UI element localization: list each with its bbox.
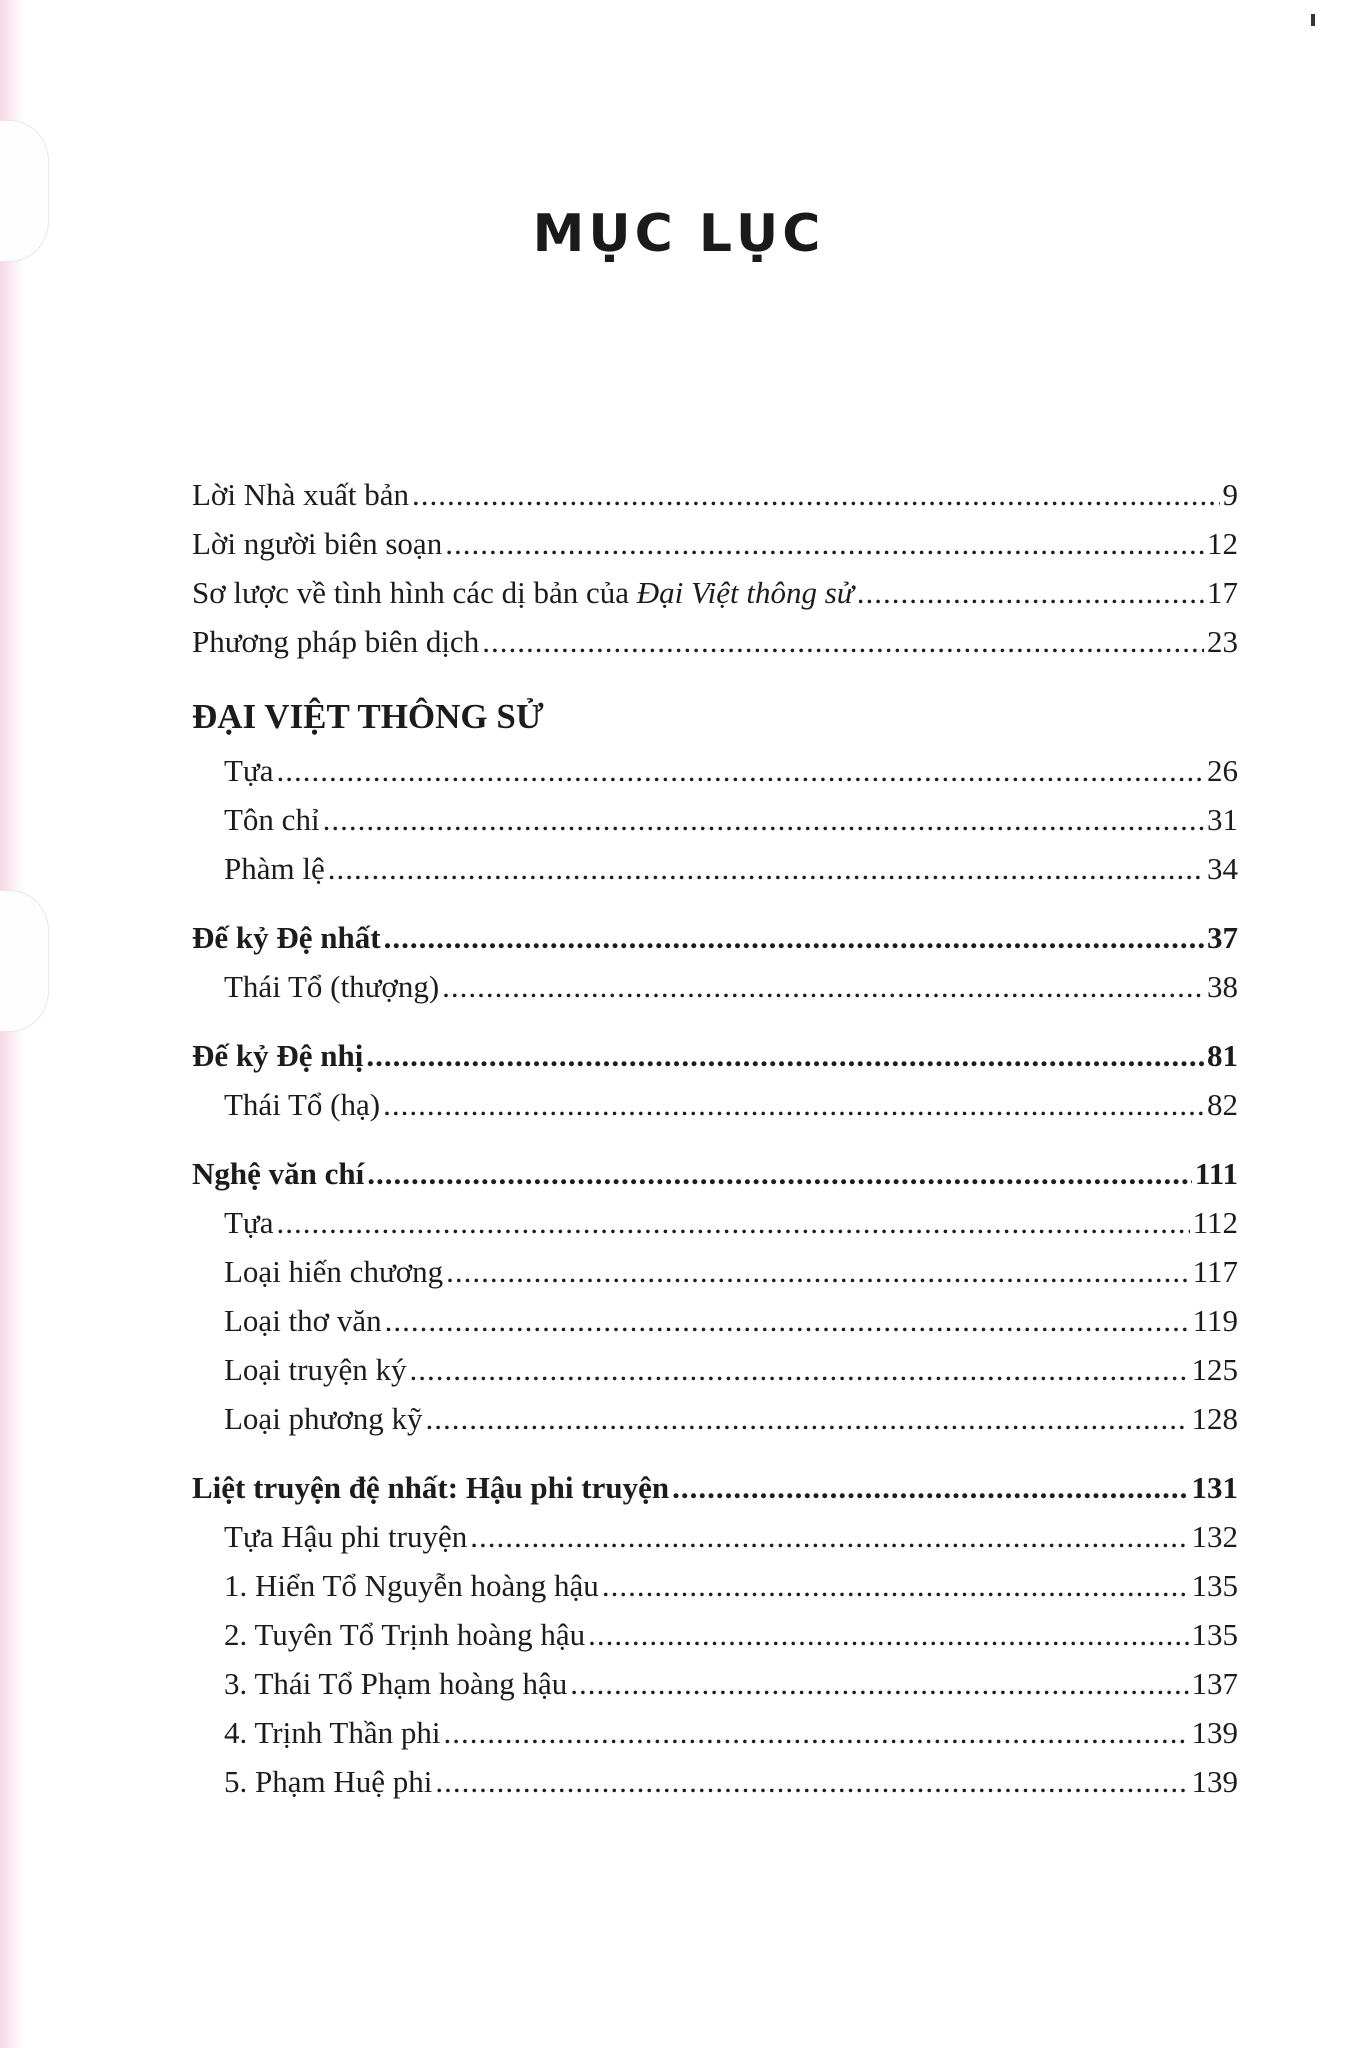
toc-page-number: 34 bbox=[1207, 851, 1238, 886]
toc-page-number: 81 bbox=[1207, 1038, 1238, 1073]
ink-mark bbox=[1311, 14, 1315, 26]
toc-entry[interactable] bbox=[192, 1394, 1238, 1443]
toc-page-number: 135 bbox=[1191, 1568, 1238, 1603]
toc-entry-label: 1. Hiển Tổ Nguyễn hoàng hậu bbox=[224, 1568, 599, 1603]
toc-entry-label: 3. Thái Tổ Phạm hoàng hậu bbox=[224, 1666, 568, 1701]
toc-entry-label: 2. Tuyên Tổ Trịnh hoàng hậu bbox=[224, 1617, 586, 1652]
toc-entry-preface[interactable] bbox=[192, 746, 1238, 795]
toc-entry-label: Phàm lệ bbox=[224, 851, 325, 886]
toc-page-number: 139 bbox=[1191, 1715, 1238, 1750]
page-edge-tab bbox=[0, 890, 49, 1032]
table-of-contents bbox=[192, 470, 1238, 1806]
toc-entry-label: Tựa bbox=[224, 1205, 274, 1240]
toc-page-number: 23 bbox=[1207, 624, 1238, 659]
toc-entry-label: Đế kỷ Đệ nhị bbox=[192, 1038, 364, 1073]
toc-page-number: 9 bbox=[1222, 477, 1238, 512]
toc-page-number: 112 bbox=[1192, 1205, 1238, 1240]
toc-entry-label bbox=[192, 568, 854, 617]
toc-part-heading[interactable] bbox=[192, 1463, 1238, 1512]
toc-entry-label: Thái Tổ (thượng) bbox=[224, 969, 440, 1004]
toc-entry-label: 4. Trịnh Thần phi bbox=[224, 1715, 441, 1750]
toc-entry-label: 5. Phạm Huệ phi bbox=[224, 1764, 433, 1799]
toc-page-number: 131 bbox=[1191, 1470, 1238, 1505]
toc-page-number: 37 bbox=[1207, 920, 1238, 955]
toc-entry-label-text: Sơ lược về tình hình các dị bản của bbox=[192, 575, 637, 610]
toc-entry[interactable] bbox=[192, 1512, 1238, 1561]
toc-entry[interactable] bbox=[192, 1659, 1238, 1708]
page-title: MỤC LỤC bbox=[532, 204, 825, 264]
leader-dots bbox=[857, 568, 1204, 617]
toc-entry-label: Nghệ văn chí bbox=[192, 1156, 365, 1191]
toc-page-number: 135 bbox=[1191, 1617, 1238, 1652]
toc-entry-label: Loại truyện ký bbox=[224, 1352, 407, 1387]
toc-page-number: 82 bbox=[1207, 1087, 1238, 1122]
toc-page-number: 12 bbox=[1207, 526, 1238, 561]
toc-entry[interactable] bbox=[192, 1708, 1238, 1757]
toc-entry-label: Thái Tổ (hạ) bbox=[224, 1087, 381, 1122]
toc-page-number: 139 bbox=[1191, 1764, 1238, 1799]
toc-entry-book-title: Đại Việt thông sử bbox=[636, 575, 854, 610]
toc-entry-publisher-note[interactable] bbox=[192, 470, 1238, 519]
toc-entry-label: Loại thơ văn bbox=[224, 1303, 382, 1338]
leader-dots bbox=[445, 519, 1204, 568]
toc-entry-label: Tựa bbox=[224, 753, 274, 788]
leader-dots bbox=[442, 962, 1204, 1011]
toc-entry-variants-overview[interactable] bbox=[192, 568, 1238, 617]
toc-page-number: 17 bbox=[1207, 575, 1238, 610]
toc-page-number: 137 bbox=[1191, 1666, 1238, 1701]
toc-entry[interactable] bbox=[192, 1561, 1238, 1610]
leader-dots bbox=[672, 1463, 1188, 1512]
leader-dots bbox=[383, 1080, 1204, 1129]
toc-page-number: 125 bbox=[1191, 1352, 1238, 1387]
toc-entry-purpose[interactable] bbox=[192, 795, 1238, 844]
toc-entry-label: Đế kỷ Đệ nhất bbox=[192, 920, 381, 955]
toc-page-number: 117 bbox=[1192, 1254, 1238, 1289]
toc-entry[interactable] bbox=[192, 1296, 1238, 1345]
leader-dots bbox=[570, 1659, 1188, 1708]
leader-dots bbox=[443, 1708, 1188, 1757]
toc-part-heading[interactable] bbox=[192, 1031, 1238, 1080]
toc-part-heading[interactable] bbox=[192, 1149, 1238, 1198]
toc-page-number: 111 bbox=[1194, 1156, 1238, 1191]
leader-dots bbox=[385, 1296, 1190, 1345]
toc-entry-label: Loại hiến chương bbox=[224, 1254, 444, 1289]
leader-dots bbox=[435, 1757, 1188, 1806]
toc-page-number: 26 bbox=[1207, 753, 1238, 788]
toc-entry-conventions[interactable] bbox=[192, 844, 1238, 893]
leader-dots bbox=[384, 913, 1204, 962]
section-title: ĐẠI VIỆT THÔNG SỬ bbox=[192, 697, 544, 736]
leader-dots bbox=[366, 1031, 1204, 1080]
leader-dots bbox=[277, 1198, 1190, 1247]
leader-dots bbox=[277, 746, 1205, 795]
toc-entry[interactable] bbox=[192, 1198, 1238, 1247]
leader-dots bbox=[470, 1512, 1188, 1561]
toc-entry[interactable] bbox=[192, 1080, 1238, 1129]
toc-entry-translation-method[interactable] bbox=[192, 617, 1238, 666]
leader-dots bbox=[323, 795, 1204, 844]
toc-page-number: 38 bbox=[1207, 969, 1238, 1004]
spacer bbox=[192, 1443, 1238, 1463]
toc-page-number: 31 bbox=[1207, 802, 1238, 837]
leader-dots bbox=[367, 1149, 1192, 1198]
leader-dots bbox=[426, 1394, 1189, 1443]
leader-dots bbox=[446, 1247, 1190, 1296]
toc-part-heading[interactable] bbox=[192, 913, 1238, 962]
spacer bbox=[192, 1011, 1238, 1031]
toc-entry-label: Tôn chỉ bbox=[224, 802, 320, 837]
toc-entry-label: Lời Nhà xuất bản bbox=[192, 477, 409, 512]
toc-entry[interactable] bbox=[192, 1610, 1238, 1659]
toc-entry-label: Liệt truyện đệ nhất: Hậu phi truyện bbox=[192, 1470, 670, 1505]
toc-entry[interactable] bbox=[192, 962, 1238, 1011]
leader-dots bbox=[482, 617, 1204, 666]
spacer bbox=[192, 1129, 1238, 1149]
leader-dots bbox=[412, 470, 1220, 519]
toc-entry[interactable] bbox=[192, 1247, 1238, 1296]
toc-page-number: 132 bbox=[1191, 1519, 1238, 1554]
toc-entry[interactable] bbox=[192, 1757, 1238, 1806]
toc-entry-label: Lời người biên soạn bbox=[192, 526, 443, 561]
toc-entry-label: Loại phương kỹ bbox=[224, 1401, 423, 1436]
leader-dots bbox=[328, 844, 1204, 893]
toc-page-number: 128 bbox=[1191, 1401, 1238, 1436]
toc-entry-label: Tựa Hậu phi truyện bbox=[224, 1519, 468, 1554]
leader-dots bbox=[410, 1345, 1189, 1394]
toc-page-number: 119 bbox=[1192, 1303, 1238, 1338]
spacer bbox=[192, 893, 1238, 913]
leader-dots bbox=[588, 1610, 1188, 1659]
toc-entry[interactable] bbox=[192, 1345, 1238, 1394]
toc-entry-compiler-note[interactable] bbox=[192, 519, 1238, 568]
toc-entry-label: Phương pháp biên dịch bbox=[192, 624, 480, 659]
leader-dots bbox=[602, 1561, 1189, 1610]
